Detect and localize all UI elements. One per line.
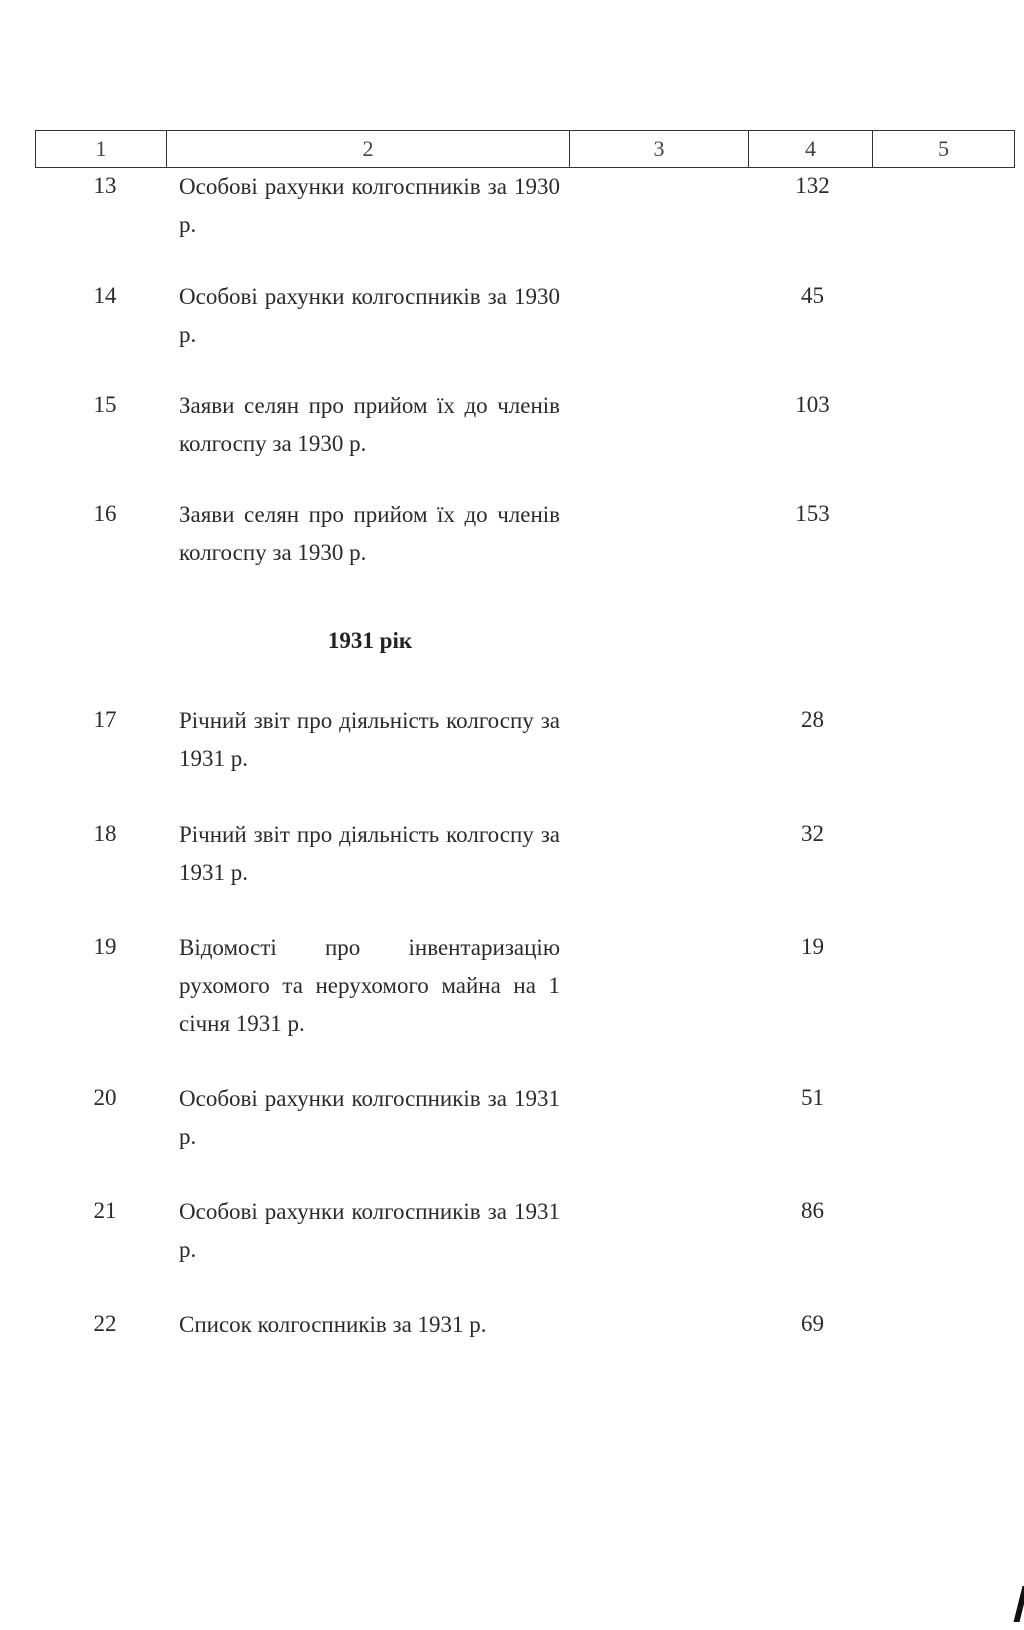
row-number: 14 xyxy=(93,283,117,308)
row-count: 86 xyxy=(801,1198,824,1223)
column-header-5: 5 xyxy=(938,136,949,161)
row-number: 22 xyxy=(93,1311,117,1336)
row-count: 69 xyxy=(801,1311,824,1336)
row-title: Річний звіт про діяльність колгоспу за 1931 р. xyxy=(179,822,560,885)
column-header-table xyxy=(35,130,1015,168)
row-number: 21 xyxy=(93,1198,117,1223)
section-heading-1931: 1931 рік xyxy=(327,628,413,653)
row-title: Особові рахунки колгоспників за 1930 р. xyxy=(179,284,560,347)
row-number: 16 xyxy=(93,501,117,526)
row-count: 51 xyxy=(801,1085,824,1110)
column-header-4: 4 xyxy=(749,131,873,167)
row-count: 103 xyxy=(795,392,830,417)
row-title: Заяви селян про прийом їх до членів колгоспу за 1930 р. xyxy=(179,502,560,565)
row-number: 15 xyxy=(93,392,117,417)
row-title: Відомості про інвентаризацію рухомого та нерухомого майна на 1 січня 1931 р. xyxy=(179,935,560,1036)
row-title: Річний звіт про діяльність колгоспу за 1931 р. xyxy=(179,708,560,771)
row-title: Особові рахунки колгоспників за 1931 р. xyxy=(179,1086,560,1149)
row-count: 32 xyxy=(801,821,824,846)
row-title: Особові рахунки колгоспників за 1931 р. xyxy=(179,1199,560,1262)
row-title: Особові рахунки колгоспників за 1930 р. xyxy=(179,174,560,237)
row-count: 45 xyxy=(801,283,824,308)
row-number: 17 xyxy=(93,707,117,732)
row-count: 153 xyxy=(795,501,830,526)
row-count: 132 xyxy=(795,173,830,198)
column-header-3: 3 xyxy=(570,131,749,167)
row-number: 19 xyxy=(93,934,117,959)
row-number: 13 xyxy=(93,173,117,198)
column-header-1: 1 xyxy=(36,131,167,167)
row-title: Заяви селян про прийом їх до членів колгоспу за 1930 р. xyxy=(179,393,560,456)
column-header-2: 2 xyxy=(167,131,570,167)
row-count: 19 xyxy=(801,934,824,959)
row-title: Список колгоспників за 1931 р. xyxy=(179,1312,487,1337)
row-count: 28 xyxy=(801,707,824,732)
row-number: 18 xyxy=(93,821,117,846)
row-number: 20 xyxy=(93,1085,117,1110)
scan-edge-mark xyxy=(1014,1586,1024,1622)
